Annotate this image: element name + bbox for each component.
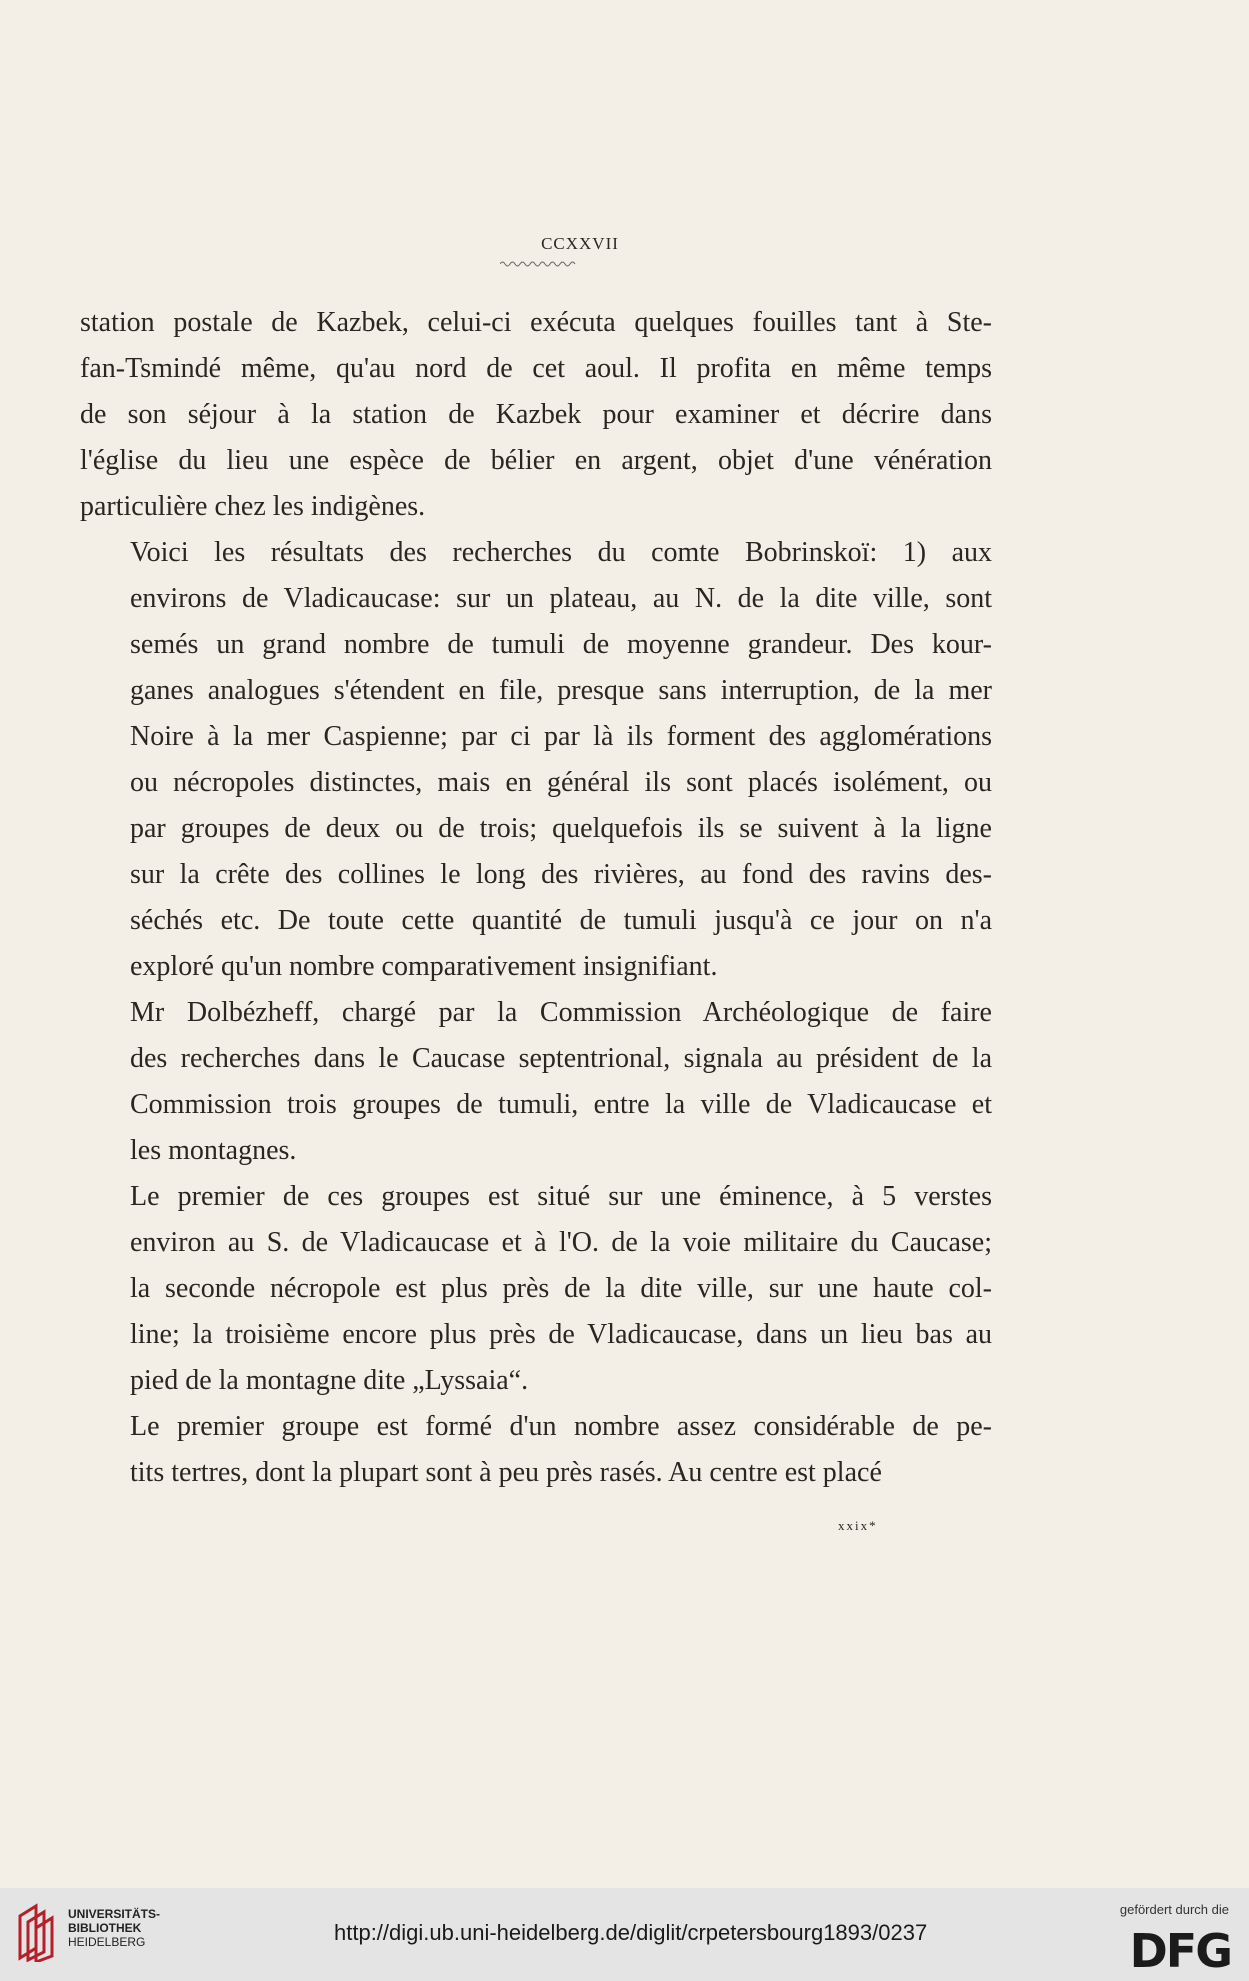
text-line: ganes analogues s'étendent en file, presque sans interruption, de la mer <box>130 675 992 706</box>
paragraph <box>80 1174 992 1404</box>
text-line: environs de Vladicaucase: sur un plateau, au N. de la dite ville, sont <box>130 583 992 614</box>
paragraph <box>80 990 992 1174</box>
text-line: les montagnes. <box>130 1135 297 1166</box>
text-line: l'église du lieu une espèce de bélier en argent, objet d'une vénération <box>80 445 992 476</box>
text-line: séchés etc. De toute cette quantité de tumuli jusqu'à ce jour on n'a <box>130 905 992 936</box>
text-line: station postale de Kazbek, celui-ci exécuta quelques fouilles tant à Ste- <box>80 307 992 338</box>
text-line: des recherches dans le Caucase septentrional, signala au président de la <box>130 1043 992 1074</box>
text-line: Noire à la mer Caspienne; par ci par là ils forment des agglomérations <box>130 721 992 752</box>
text-line: Commission trois groupes de tumuli, entre la ville de Vladicaucase et <box>130 1089 992 1120</box>
text-line: Le premier groupe est formé d'un nombre assez considérable de pe- <box>130 1411 992 1442</box>
text-line: de son séjour à la station de Kazbek pour examiner et décrire dans <box>80 399 992 430</box>
text-line: fan-Tsmindé même, qu'au nord de cet aoul. Il profita en même temps <box>80 353 992 384</box>
text-line: pied de la montagne dite „Lyssaia“. <box>130 1365 529 1396</box>
text-line: environ au S. de Vladicaucase et à l'O. de la voie militaire du Caucase; <box>130 1227 992 1258</box>
footer-bar <box>0 1888 1249 1981</box>
university-library-name <box>68 1907 160 1949</box>
header-ornament-icon <box>500 260 576 268</box>
text-line: particulière chez les indigènes. <box>80 491 426 522</box>
text-line: Le premier de ces groupes est situé sur une éminence, à 5 verstes <box>130 1181 992 1212</box>
text-line: ou nécropoles distinctes, mais en général ils sont placés isolément, ou <box>130 767 992 798</box>
page-number: CCXXVII <box>541 234 619 253</box>
paragraph <box>80 300 992 530</box>
text-line: par groupes de deux ou de trois; quelquefois ils se suivent à la ligne <box>130 813 992 844</box>
library-line-1: UNIVERSITÄTS- <box>68 1907 161 1921</box>
text-body <box>80 300 992 1496</box>
text-line: tits tertres, dont la plupart sont à peu près rasés. Au centre est placé <box>130 1457 882 1488</box>
dfg-logo-icon: DFG <box>1129 1924 1231 1978</box>
signature-mark: xxix* <box>838 1518 878 1533</box>
text-line: Voici les résultats des recherches du comte Bobrinskoï: 1) aux <box>130 537 992 568</box>
paragraph <box>80 530 992 990</box>
university-library-logo-icon <box>14 1902 60 1962</box>
text-line: line; la troisième encore plus près de Vladicaucase, dans un lieu bas au <box>130 1319 992 1350</box>
library-line-3: HEIDELBERG <box>68 1935 146 1949</box>
funding-caption: gefördert durch die <box>1119 1902 1229 1917</box>
text-line: sur la crête des collines le long des rivières, au fond des ravins des- <box>130 859 992 890</box>
text-line: exploré qu'un nombre comparativement insignifiant. <box>130 951 718 982</box>
paragraph <box>80 1404 992 1496</box>
library-line-2: BIBLIOTHEK <box>68 1921 142 1935</box>
permalink-url[interactable]: http://digi.ub.uni-heidelberg.de/diglit/crpetersbourg1893/0237 <box>334 1920 928 1945</box>
text-line: la seconde nécropole est plus près de la dite ville, sur une haute col- <box>130 1273 992 1304</box>
text-line: Mr Dolbézheff, chargé par la Commission Archéologique de faire <box>130 997 992 1028</box>
text-line: semés un grand nombre de tumuli de moyenne grandeur. Des kour- <box>130 629 992 660</box>
